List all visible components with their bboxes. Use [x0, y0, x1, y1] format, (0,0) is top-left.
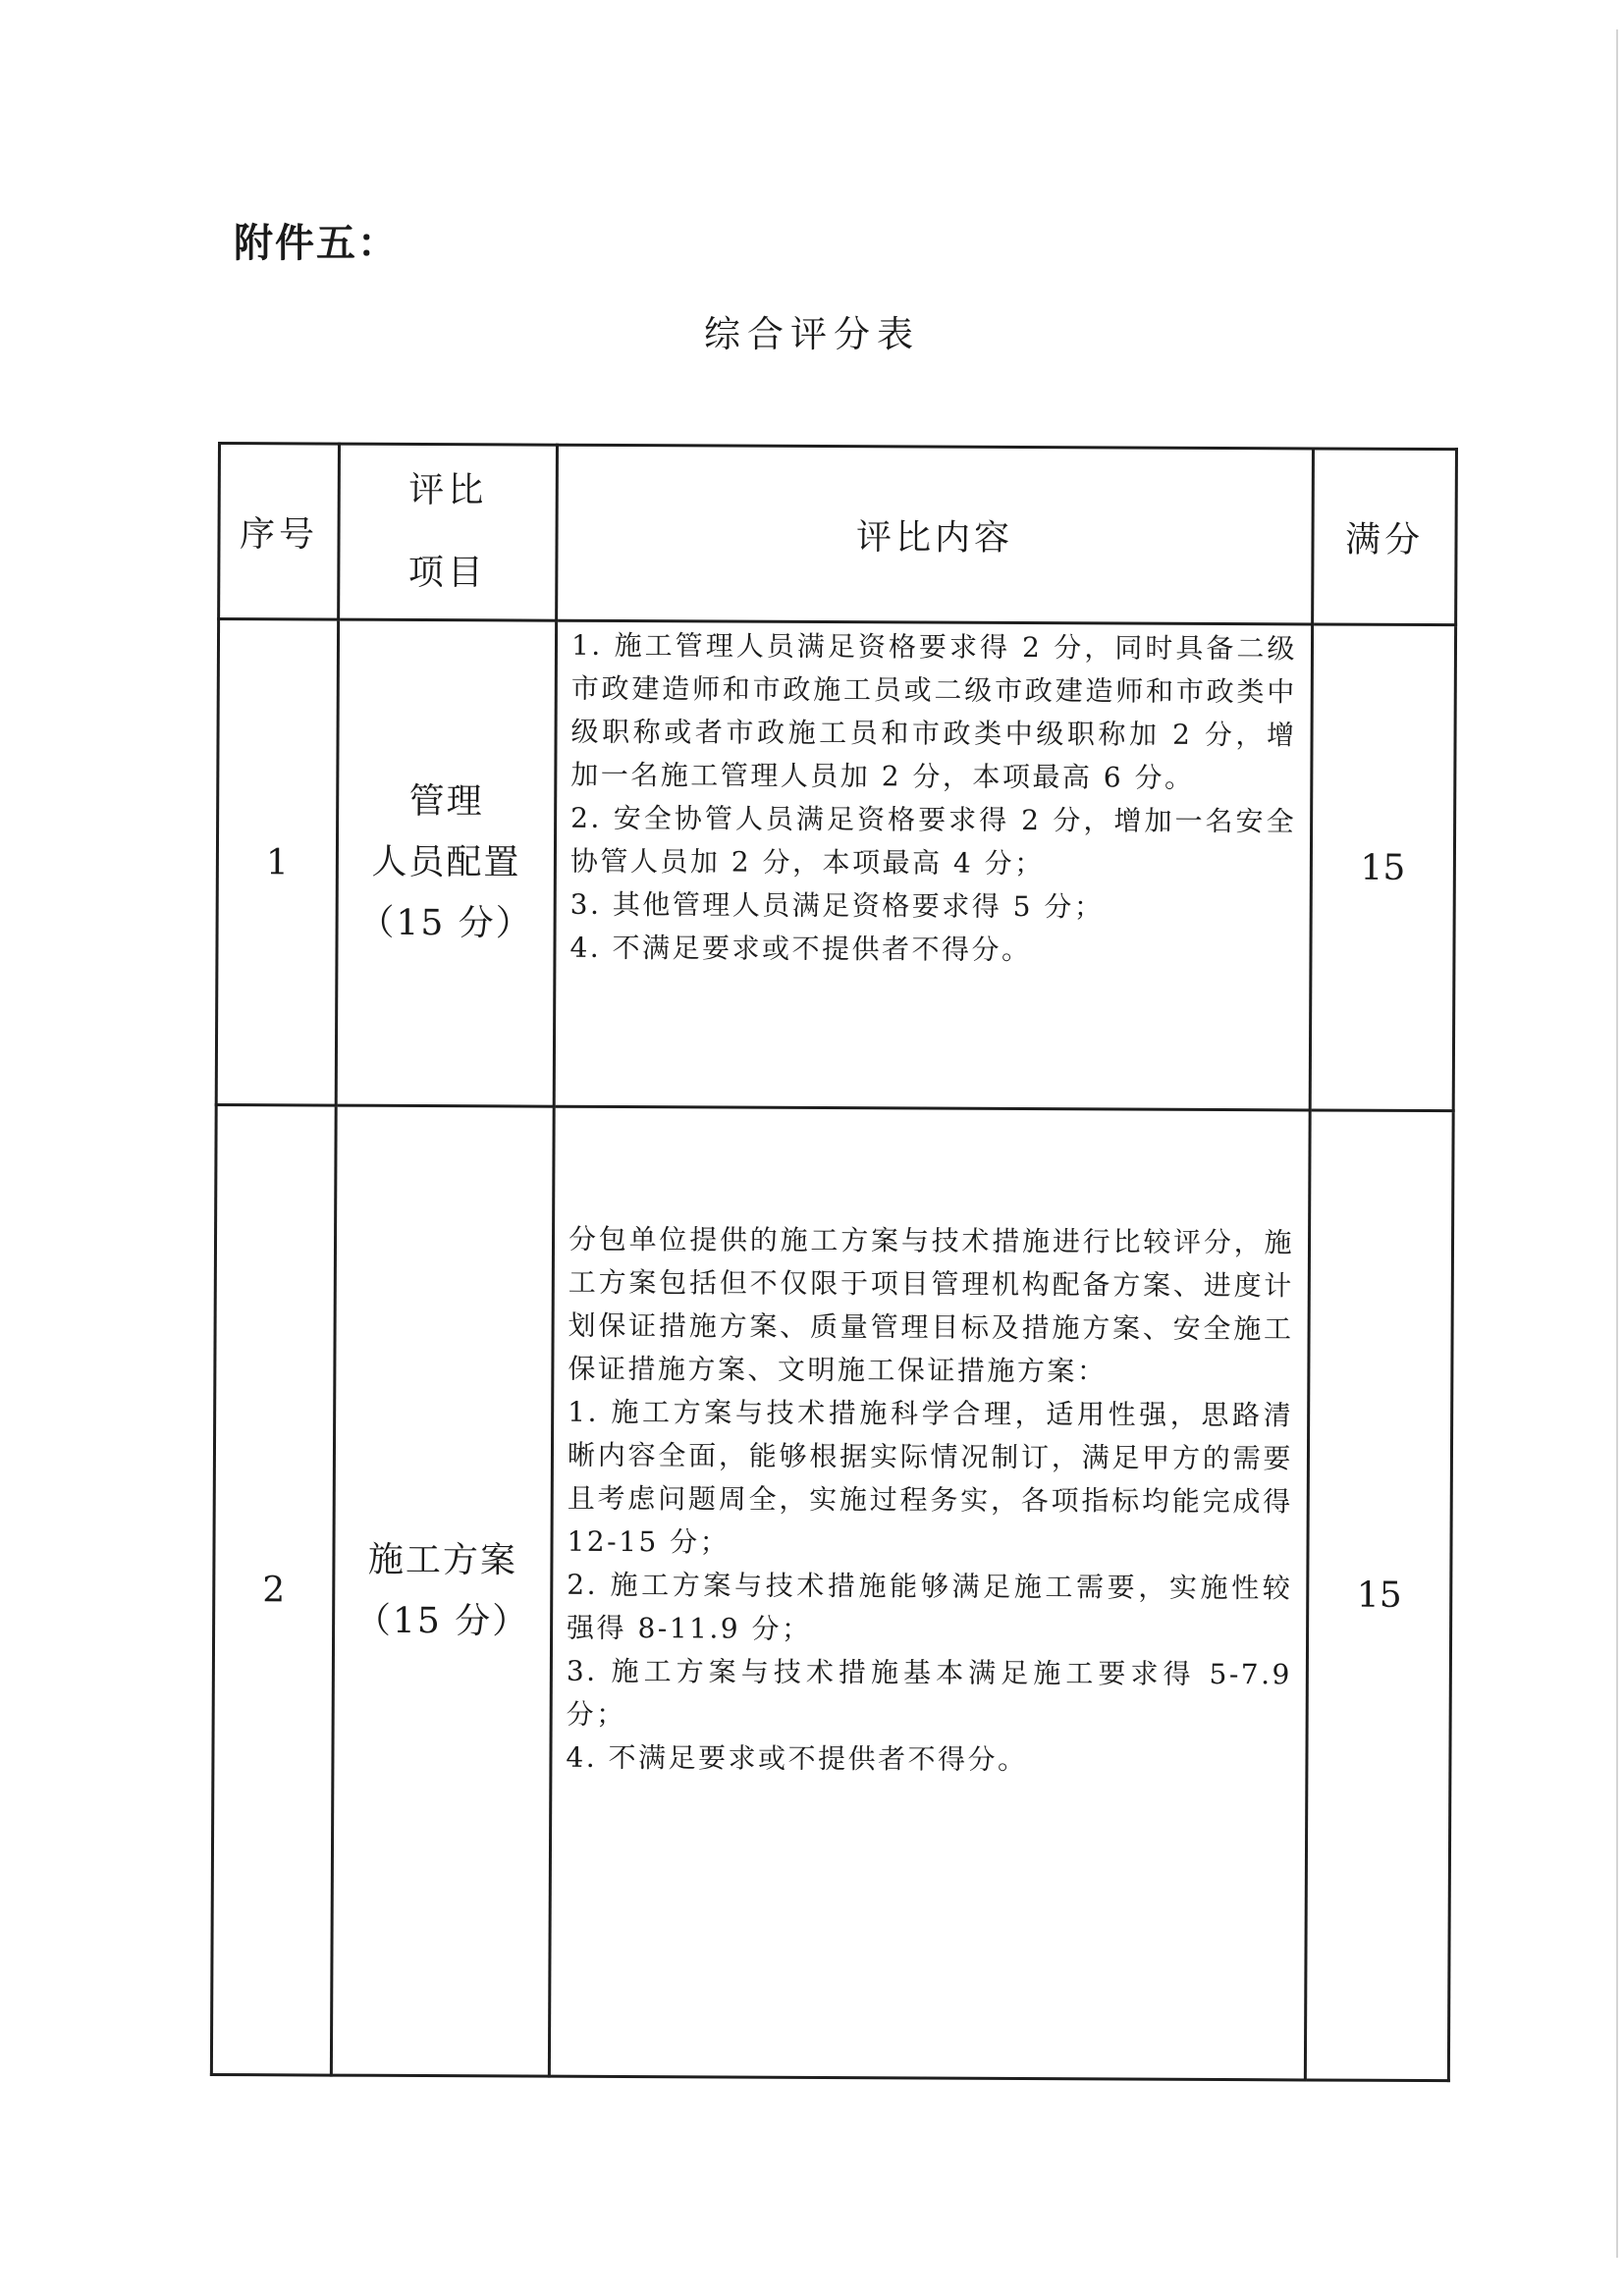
header-evaluation-content: 评比内容 — [557, 445, 1314, 624]
document-title: 综合评分表 — [704, 313, 920, 355]
item-line: （15 分） — [354, 1600, 530, 1642]
criterion-text: 2. 施工方案与技术措施能够满足施工需要，实施性较强得 8-11.9 分； — [567, 1568, 1293, 1645]
score-table — [210, 442, 1458, 2082]
item-line: 管理 — [408, 780, 484, 823]
criterion-text: 4. 不满足要求或不提供者不得分。 — [569, 931, 1032, 967]
row-serial-number: 1 — [216, 619, 338, 1106]
criterion-text: 3. 施工方案与技术措施基本满足施工要求得 5-7.9 分； — [566, 1654, 1292, 1732]
content-intro: 分包单位提供的施工方案与技术措施进行比较评分，施工方案包括但不仅限于项目管理机构配备方案、进度计划保证措施方案、质量管理目标及措施方案、安全施工保证措施方案、文明施工保证措施方案： — [568, 1222, 1295, 1388]
scan-page-edge — [1616, 29, 1618, 2258]
header-item-line-2: 项目 — [407, 552, 487, 594]
item-line: 人员配置 — [371, 841, 521, 883]
criterion-text: 1. 施工管理人员满足资格要求得 2 分，同时具备二级市政建造师和市政施工员或二级市政建造师和市政类中级职称或者市政施工员和市政类中级职称加 2 分，增加一名施工管理人员加 2 分，本项最高 6 分。 — [570, 628, 1298, 794]
item-line: （15 分） — [358, 902, 533, 944]
attachment-label: 附件五： — [234, 221, 399, 266]
row-full-score: 15 — [1310, 624, 1455, 1111]
criterion-text: 3. 其他管理人员满足资格要求得 5 分； — [569, 887, 1105, 924]
header-item-line-1: 评比 — [408, 469, 488, 511]
row-evaluation-content — [549, 1106, 1310, 2080]
table-header-row — [219, 444, 1457, 625]
criterion-text: 2. 安全协管人员满足资格要求得 2 分，增加一名安全协管人员加 2 分，本项最高 4 分； — [569, 801, 1297, 881]
row-evaluation-content — [554, 620, 1312, 1110]
table-row — [211, 1104, 1453, 2080]
row-full-score: 15 — [1305, 1110, 1453, 2081]
header-serial-number: 序号 — [219, 444, 340, 620]
row-serial-number: 2 — [211, 1104, 336, 2075]
table-row — [216, 619, 1455, 1111]
header-full-score: 满分 — [1313, 449, 1457, 625]
row-evaluation-item — [336, 619, 556, 1106]
criterion-text: 1. 施工方案与技术措施科学合理，适用性强，思路清晰内容全面，能够根据实际情况制订，满足甲方的需要且考虑问题周全，实施过程务实，各项指标均能完成得 12-15 分； — [567, 1395, 1294, 1559]
row-evaluation-item — [331, 1105, 554, 2076]
item-line: 施工方案 — [367, 1539, 518, 1581]
criterion-text: 4. 不满足要求或不提供者不得分。 — [566, 1740, 1028, 1777]
header-evaluation-item — [339, 444, 558, 620]
